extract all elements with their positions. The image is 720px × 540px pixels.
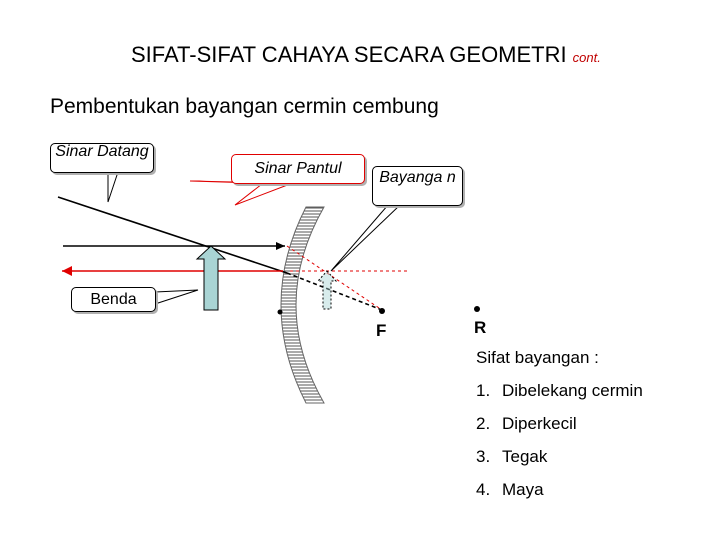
property-item <box>476 447 547 467</box>
property-number: 1. <box>476 381 491 400</box>
property-item <box>476 381 643 401</box>
object-arrow <box>197 246 225 310</box>
property-text: Diperkecil <box>502 414 577 433</box>
virtual-ray-incident-extension <box>287 273 382 310</box>
mirror-vertex-point <box>278 310 283 315</box>
title-text: SIFAT-SIFAT CAHAYA SECARA GEOMETRI <box>131 42 567 67</box>
property-number: 2. <box>476 414 491 433</box>
title-suffix: cont. <box>572 50 601 65</box>
benda-pointer <box>155 290 198 304</box>
page-subtitle: Pembentukan bayangan cermin cembung <box>50 95 439 118</box>
bayangan-pointer <box>331 205 400 271</box>
property-text: Dibelekang cermin <box>502 381 643 400</box>
callout-benda: Benda <box>71 287 156 312</box>
property-text: Maya <box>502 480 544 499</box>
incident-ray-to-focus <box>58 197 287 273</box>
property-text: Tegak <box>502 447 548 466</box>
sinar-pantul-pointer-2 <box>235 184 290 205</box>
property-number: 3. <box>476 447 491 466</box>
callout-sinar-pantul: Sinar Pantul <box>231 154 365 184</box>
callout-bayangan: Bayanga n <box>372 166 463 206</box>
radius-point <box>474 306 480 312</box>
radius-label: R <box>474 318 487 337</box>
focus-label: F <box>376 321 387 340</box>
properties-heading: Sifat bayangan : <box>476 348 599 367</box>
property-item <box>476 480 544 500</box>
property-number: 4. <box>476 480 491 499</box>
property-item <box>476 414 577 434</box>
convex-mirror <box>281 207 324 403</box>
sinar-datang-pointer <box>108 172 118 202</box>
callout-sinar-datang: Sinar Datang <box>50 143 154 173</box>
